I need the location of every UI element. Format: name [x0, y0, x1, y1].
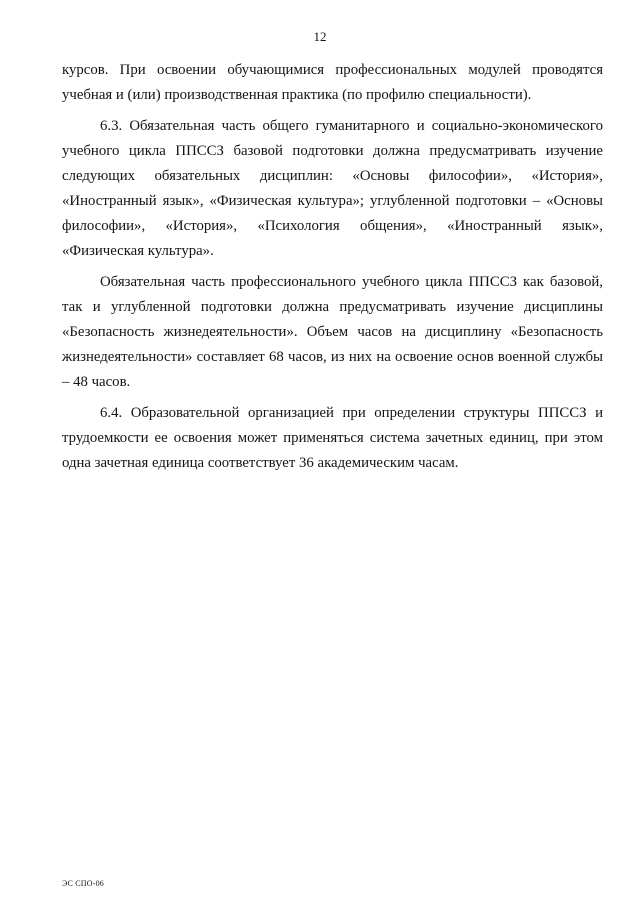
text-line: трудоемкости ее освоения может применяться система зачетных единиц, при этом — [62, 430, 603, 446]
text-line: Обязательная часть профессионального учебного цикла ППССЗ как базовой, — [100, 274, 603, 290]
text-line: философии», «История», «Психология общения», «Иностранный язык», — [62, 218, 603, 234]
text-line: 6.4. Образовательной организацией при определении структуры ППССЗ и — [100, 405, 603, 421]
text-line: следующих обязательных дисциплин: «Основы философии», «История», — [62, 168, 603, 184]
text-line: одна зачетная единица соответствует 36 академическим часам. — [62, 455, 459, 471]
paragraph-6-4 — [62, 401, 603, 476]
text-line: «Безопасность жизнедеятельности». Объем часов на дисциплину «Безопасность — [62, 324, 603, 340]
text-line: 6.3. Обязательная часть общего гуманитарного и социально-экономического — [100, 118, 603, 134]
page-number: 12 — [313, 29, 327, 44]
paragraph-6-3 — [62, 114, 603, 264]
paragraph-continuation — [62, 58, 603, 108]
text-line: – 48 часов. — [62, 374, 131, 390]
text-line: «Иностранный язык», «Физическая культура»; углубленной подготовки – «Основы — [62, 193, 603, 209]
paragraph-professional-cycle — [62, 270, 603, 395]
text-line: «Физическая культура». — [62, 243, 214, 259]
text-line: учебного цикла ППССЗ базовой подготовки должна предусматривать изучение — [62, 143, 603, 159]
footer-standard-code: ЭС СПО-06 — [62, 879, 104, 888]
text-line: так и углубленной подготовки должна предусматривать изучение дисциплины — [62, 299, 603, 315]
text-line: учебная и (или) производственная практика (по профилю специальности). — [62, 87, 532, 103]
document-body — [62, 58, 603, 482]
text-line: жизнедеятельности» составляет 68 часов, из них на освоение основ военной службы — [62, 349, 603, 365]
text-line: курсов. При освоении обучающимися профессиональных модулей проводятся — [62, 62, 603, 78]
